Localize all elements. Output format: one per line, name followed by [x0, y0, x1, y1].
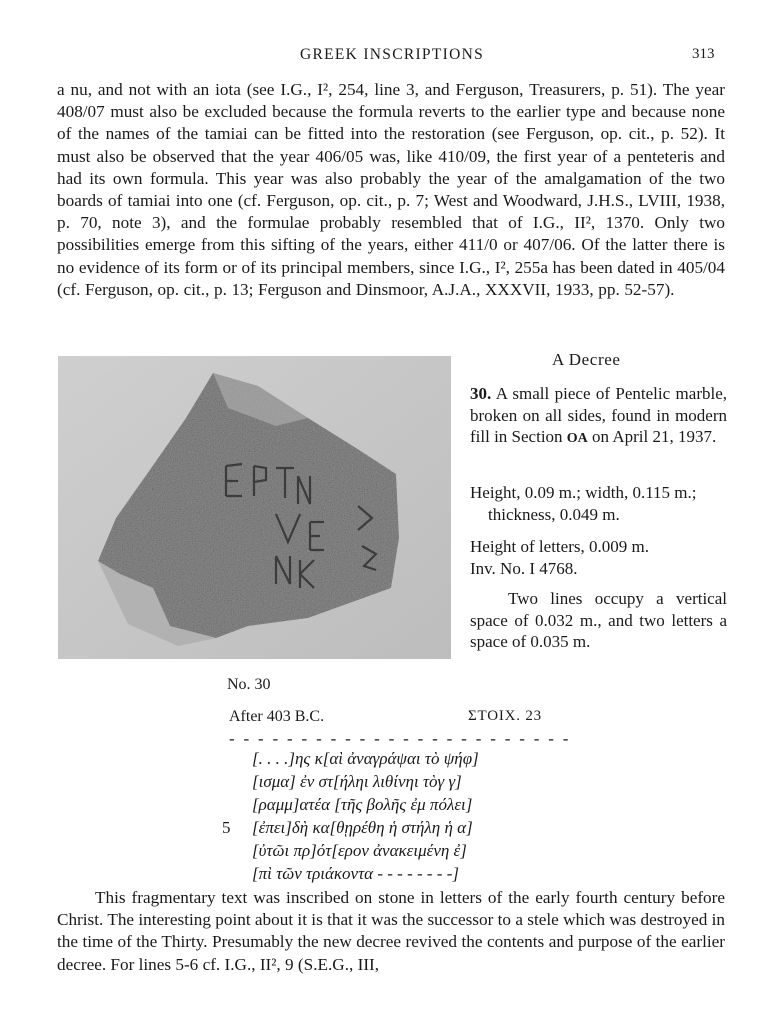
inscription-date: After 403 B.C.	[229, 708, 325, 725]
letter-height: Height of letters, 0.009 m.	[470, 537, 649, 556]
inscription-photo	[58, 356, 451, 659]
photo-caption: No. 30	[227, 676, 271, 693]
inscription-line-5: [ὐτῶι πρ]ότ[ερον ἀνακειμένη ἐ]	[252, 841, 467, 860]
section-title: A Decree	[552, 350, 621, 369]
lacuna-dashes: - - - - - - - - - - - - - - - - - - - - - - - -	[229, 729, 571, 748]
inscription-line-6: [πὶ τῶν τριάκοντα - - - - - - - -]	[252, 864, 459, 883]
inscription-line-1: [. . . .]ης κ[αὶ ἀναγράψαι τὸ ψήφ]	[252, 749, 479, 768]
closing-paragraph: This fragmentary text was inscribed on stone in letters of the early fourth century before Christ. The interesting point about it is that it was the successor to a stele which was destroyed in the time of the Thirty. Presumably the new decree revived the contents and purpose of the earlier decree. For lines 5-6 cf. I.G., II², 9 (S.E.G., III,	[57, 888, 725, 974]
find-date: on April 21, 1937.	[592, 427, 717, 446]
stoichedon-note-text: Two lines occupy a vertical space of 0.032 m., and two letters a space of 0.035 m.	[470, 589, 727, 651]
intro-paragraph: a nu, and not with an iota (see I.G., I², 254, line 3, and Ferguson, Treasurers, p. 51). The year 408/07 must also be excluded because the formula reverts to the earlier type and because none of the names of the tamiai can be fitted into the restoration (see Ferguson, op. cit., p. 52). It must also be observed that the year 406/05 was, like 410/09, the first year of a penteteris and had its own formula. This year was also probably the year of the amalgamation of the two boards of tamiai into one (cf. Ferguson, op. cit., p. 7; West and Woodward, J.H.S., LVIII, 1938, p. 70, note 3), and the formulae probably resembled that of I.G., II², 1370. Only two possibilities emerge from this sifting of the years, either 411/0 or 407/06. Of the latter there is no evidence of its form or of its principal members, since I.G., I², 255a has been dated in 405/04 (cf. Ferguson, op. cit., p. 13; Ferguson and Dinsmoor, A.J.A., XXXVII, 1933, pp. 52-57).	[57, 80, 725, 299]
stoichedon-label: ΣΤΟΙΧ. 23	[468, 708, 542, 724]
inscription-line-2: [ισμα] ἐν στ[ήληι λιθίνηι τὸγ γ]	[252, 772, 462, 791]
line-number: 5	[222, 818, 231, 837]
inscription-line-4: [ἐπει]δὴ κα[θῃρέθη ἡ στήλη ἡ α]	[252, 818, 473, 837]
object-description	[470, 383, 727, 450]
stoichedon-note	[470, 588, 727, 653]
dimensions-line-1: Height, 0.09 m.; width, 0.115 m.;	[470, 483, 697, 502]
section-code: OA	[566, 431, 588, 446]
dimensions-line-2: thickness, 0.049 m.	[488, 504, 620, 524]
running-title: GREEK INSCRIPTIONS	[299, 46, 484, 63]
dimensions	[470, 482, 727, 525]
inscription-line-3: [ραμμ]ατέα [τῆς βολῆς ἐμ πόλει]	[252, 795, 473, 814]
page-number: 313	[692, 46, 715, 62]
letter-details	[470, 536, 727, 579]
description-text: A small piece of Pentelic marble, broken on all sides, found in modern fill in Section	[470, 384, 728, 446]
catalog-number: 30.	[470, 384, 492, 403]
inventory-number: Inv. No. I 4768.	[470, 558, 578, 578]
